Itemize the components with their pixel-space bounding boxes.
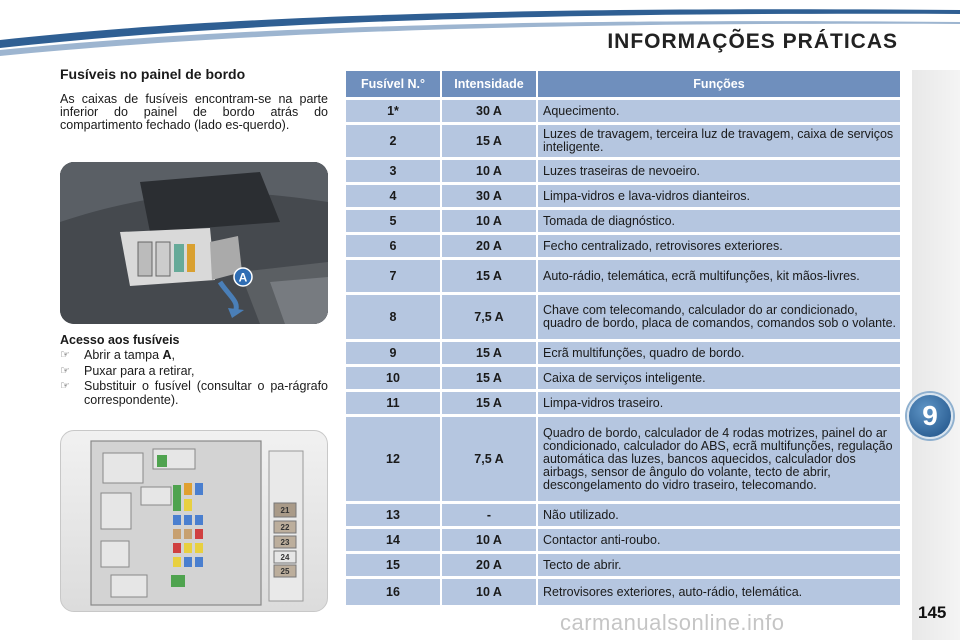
table-row [346,125,900,157]
hand-pointer-icon: ☞ [60,364,70,377]
cell-fuse-number: 4 [346,185,442,207]
cell-functions: Luzes de travagem, terceira luz de travagem, caixa de serviços inteligente. [538,125,900,157]
cell-intensity: 15 A [442,342,538,364]
fuse-label-24: 24 [280,553,290,562]
page-number: 145 [918,603,947,622]
table-header-row [346,71,900,97]
fuse-label-22: 22 [280,523,290,532]
watermark: carmanualsonline.info [560,610,785,635]
chapter-badge: 9 [907,393,953,439]
cell-fuse-number: 9 [346,342,442,364]
column-header-functions: Funções [538,71,900,97]
table-row [346,579,900,605]
section-heading: Fusíveis no painel de bordo [60,66,246,82]
right-margin-rail [912,70,960,640]
cell-intensity: 10 A [442,579,538,605]
cell-intensity: 15 A [442,125,538,157]
table-row [346,554,900,576]
cell-functions: Tecto de abrir. [538,554,900,576]
cell-fuse-number: 5 [346,210,442,232]
cell-fuse-number: 11 [346,392,442,414]
list-item [60,349,328,363]
cell-functions: Tomada de diagnóstico. [538,210,900,232]
cell-fuse-number: 15 [346,554,442,576]
column-header-intensity: Intensidade [442,71,538,97]
table-row [346,235,900,257]
table-row [346,100,900,122]
list-item [60,365,328,379]
column-header-fuse-number: Fusível N.° [346,71,442,97]
step-text: Substituir o fusível (consultar o pa-rágrafo correspondente). [84,379,328,407]
cell-functions: Retrovisores exteriores, auto-rádio, telemática. [538,579,900,605]
fuse-table-body [346,100,900,605]
table-row [346,417,900,501]
page-header-title: INFORMAÇÕES PRÁTICAS [607,30,898,53]
table-row [346,504,900,526]
hand-pointer-icon: ☞ [60,380,70,392]
cell-intensity: 10 A [442,210,538,232]
intro-paragraph: As caixas de fusíveis encontram-se na parte inferior do painel de bordo atrás do compartimento fechado (lado es-querdo). [60,92,328,132]
cell-fuse-number: 2 [346,125,442,157]
cell-fuse-number: 7 [346,260,442,292]
cell-functions: Luzes traseiras de nevoeiro. [538,160,900,182]
cell-intensity: 15 A [442,367,538,389]
cell-fuse-number: 8 [346,295,442,339]
cell-functions: Caixa de serviços inteligente. [538,367,900,389]
fuse-label-23: 23 [280,538,290,547]
access-heading: Acesso aos fusíveis [60,333,180,347]
fusebox-location-photo [60,162,328,324]
cell-intensity: 15 A [442,260,538,292]
photo-marker-label: A [238,270,248,285]
cell-intensity: 20 A [442,235,538,257]
fuse-label-21: 21 [280,506,290,515]
table-row [346,210,900,232]
fuse-table [346,68,900,608]
cell-intensity: 30 A [442,100,538,122]
cell-fuse-number: 14 [346,529,442,551]
cell-intensity: 7,5 A [442,295,538,339]
cell-functions: Não utilizado. [538,504,900,526]
fusebox-diagram [60,430,328,612]
cell-intensity: 7,5 A [442,417,538,501]
table-row [346,367,900,389]
access-steps-list [60,349,328,409]
cell-functions: Ecrã multifunções, quadro de bordo. [538,342,900,364]
cell-intensity: - [442,504,538,526]
cell-functions: Aquecimento. [538,100,900,122]
cell-fuse-number: 13 [346,504,442,526]
cell-fuse-number: 6 [346,235,442,257]
cell-fuse-number: 12 [346,417,442,501]
cell-functions: Auto-rádio, telemática, ecrã multifunções, kit mãos-livres. [538,260,900,292]
table-row [346,295,900,339]
cell-functions: Limpa-vidros e lava-vidros dianteiros. [538,185,900,207]
cell-fuse-number: 16 [346,579,442,605]
cell-functions: Contactor anti-roubo. [538,529,900,551]
step-text: Abrir a tampa [84,348,163,362]
cell-functions: Quadro de bordo, calculador de 4 rodas motrizes, painel do ar condicionado, calculador do ABS, ecrã multifunções, regulação automática das luzes, bancos aquecidos, calculador dos airbags, sensor de ângulo do volante, tecto de abrir, descongelamento do vidro traseiro, telecomando. [538,417,900,501]
fuse-label-25: 25 [280,567,290,576]
cell-intensity: 15 A [442,392,538,414]
step-suffix: , [171,348,176,362]
step-bold: A [162,348,172,362]
step-text: Puxar para a retirar, [84,363,195,378]
cell-fuse-number: 10 [346,367,442,389]
table-row [346,392,900,414]
hand-pointer-icon: ☞ [60,349,70,361]
table-row [346,185,900,207]
cell-functions: Fecho centralizado, retrovisores exteriores. [538,235,900,257]
cell-functions: Limpa-vidros traseiro. [538,392,900,414]
cell-fuse-number: 3 [346,160,442,182]
table-row [346,529,900,551]
cell-intensity: 30 A [442,185,538,207]
cell-intensity: 10 A [442,160,538,182]
table-row [346,160,900,182]
cell-intensity: 10 A [442,529,538,551]
table-row [346,260,900,292]
cell-functions: Chave com telecomando, calculador do ar condicionado, quadro de bordo, placa de comandos, comandos sob o volante. [538,295,900,339]
cell-fuse-number: 1* [346,100,442,122]
table-row [346,342,900,364]
list-item [60,380,328,407]
cell-intensity: 20 A [442,554,538,576]
